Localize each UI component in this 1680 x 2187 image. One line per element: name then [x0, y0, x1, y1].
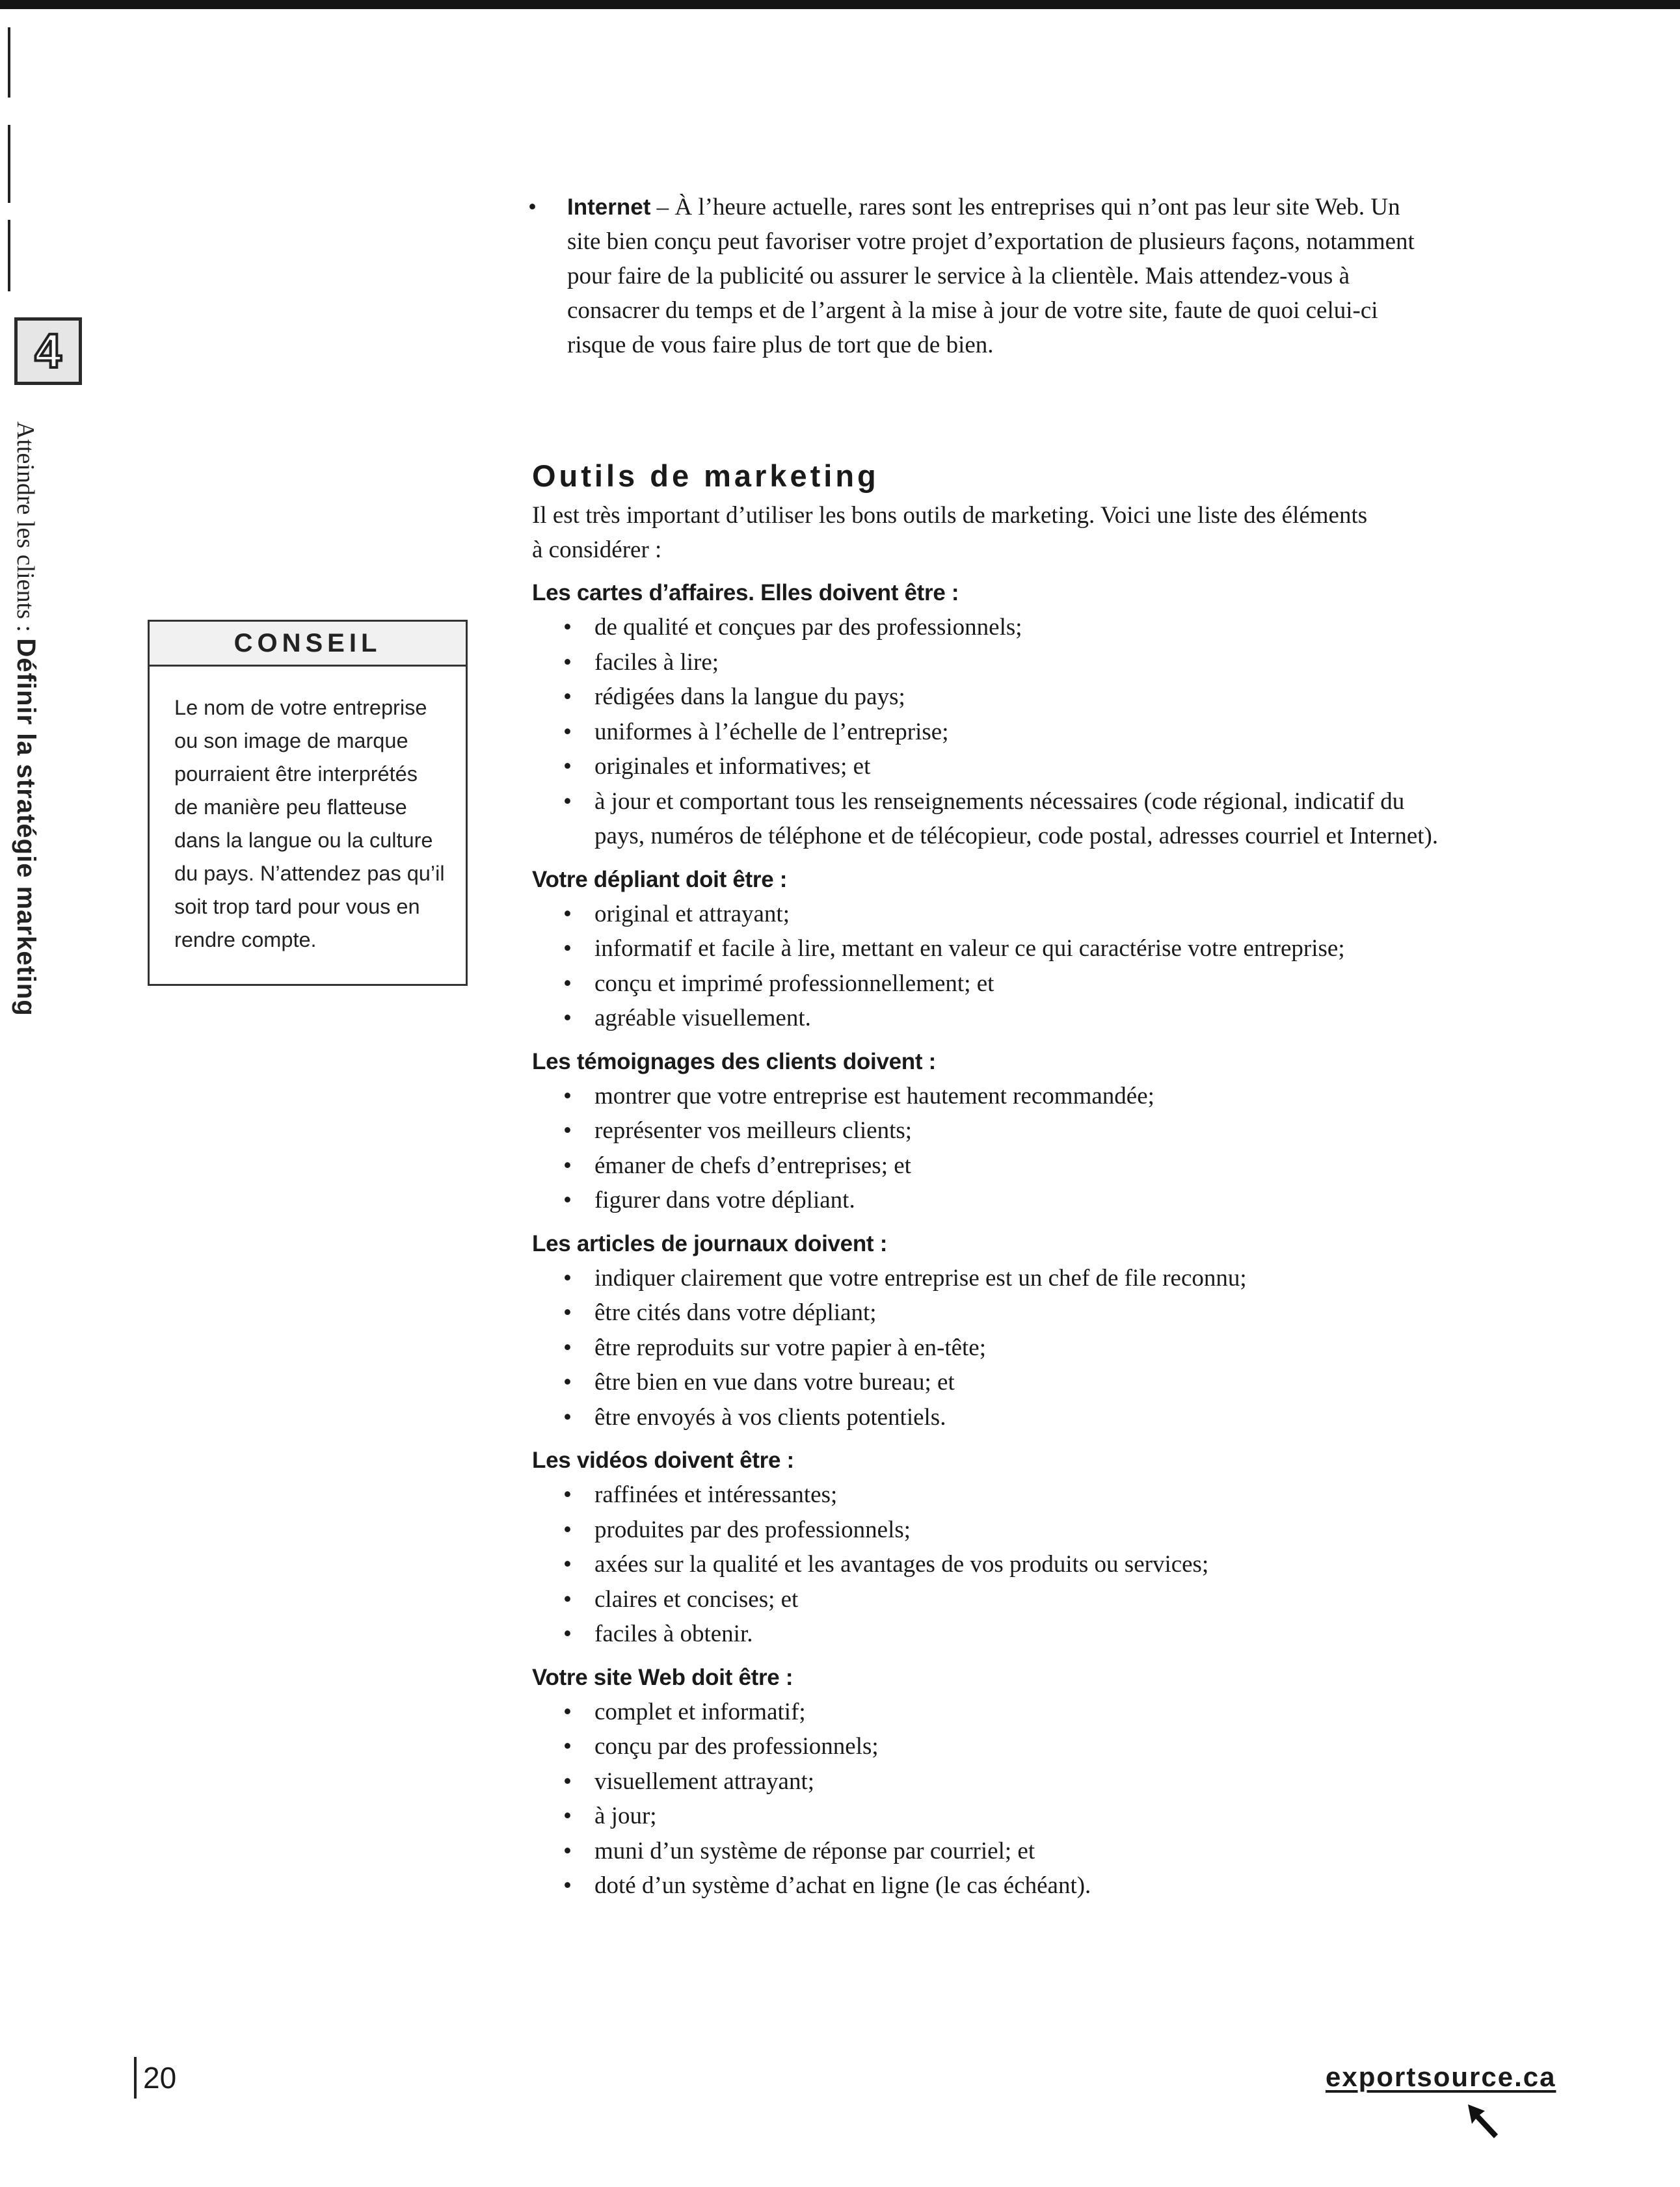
- running-head: [11, 421, 40, 1016]
- list-item-line: informatif et facile à lire, mettant en valeur ce qui caractérise votre entreprise;: [594, 935, 1345, 962]
- list-item: [563, 784, 1534, 854]
- list-item-text: [594, 1113, 912, 1148]
- list-item-line: claires et concises; et: [594, 1585, 799, 1613]
- list-item-text: [594, 1183, 855, 1218]
- list-item-line: agréable visuellement.: [594, 1005, 811, 1031]
- paragraph-line: site bien conçu peut favoriser votre projet d’exportation de plusieurs façons, notamment: [567, 228, 1415, 255]
- tip-line: Le nom de votre entreprise: [174, 696, 427, 719]
- list-item-text: [594, 610, 1022, 645]
- section-title: Outils de marketing: [532, 458, 879, 493]
- tip-line: ou son image de marque: [174, 729, 408, 752]
- list-item-line: être reproduits sur votre papier à en-tête;: [594, 1334, 987, 1361]
- list-item-line: uniformes à l’échelle de l’entreprise;: [594, 718, 949, 745]
- list-item-text: [594, 1295, 877, 1331]
- list-item: [563, 1331, 1534, 1366]
- list-item-line: doté d’un système d’achat en ligne (le cas échéant).: [594, 1872, 1091, 1899]
- list-item: [563, 1547, 1534, 1582]
- group-title: Les articles de journaux doivent :: [532, 1230, 888, 1256]
- group-title: Les témoignages des clients doivent :: [532, 1048, 937, 1074]
- bullet-icon: •: [563, 1872, 572, 1899]
- tip-title: CONSEIL: [150, 622, 466, 667]
- list-item: [563, 680, 1534, 715]
- list-item: [563, 1617, 1534, 1652]
- bullet-icon: •: [563, 1117, 572, 1144]
- bullet-list: [532, 1695, 1534, 1903]
- list-item-line: rédigées dans la langue du pays;: [594, 683, 905, 710]
- bullet-icon: •: [563, 753, 572, 780]
- margin-rule: [8, 125, 10, 203]
- marketing-tool-group: [532, 1045, 1534, 1218]
- list-item-text: [594, 1547, 1208, 1582]
- list-item-text: [594, 1799, 657, 1834]
- paragraph-line: – À l’heure actuelle, rares sont les entreprises qui n’ont pas leur site Web. Un: [650, 194, 1400, 220]
- paragraph-line: à considérer :: [532, 537, 662, 563]
- bullet-icon: •: [563, 970, 572, 997]
- list-item: [563, 1148, 1534, 1184]
- internet-paragraph: [567, 190, 1415, 362]
- list-item: [563, 1183, 1534, 1218]
- bullet-icon: •: [563, 900, 572, 927]
- list-item-text: [594, 1582, 798, 1617]
- list-item-text: [594, 1400, 946, 1435]
- list-item: [563, 931, 1534, 966]
- list-item: [563, 1582, 1534, 1617]
- list-item-text: [594, 1729, 879, 1764]
- tip-line: de manière peu flatteuse: [174, 795, 407, 819]
- list-item: [563, 645, 1534, 680]
- list-item-line: produites par des professionnels;: [594, 1516, 911, 1543]
- chapter-number: 4: [34, 324, 62, 378]
- list-item-line: axées sur la qualité et les avantages de vos produits ou services;: [594, 1551, 1209, 1578]
- list-item-text: [594, 1261, 1247, 1296]
- group-title: Les cartes d’affaires. Elles doivent être :: [532, 580, 959, 605]
- internet-bullet: [528, 190, 1534, 362]
- bullet-list: [532, 1079, 1534, 1218]
- list-item-line: original et attrayant;: [594, 900, 790, 927]
- list-item-line: de qualité et conçues par des professionnels;: [594, 614, 1022, 641]
- bullet-icon: •: [563, 1733, 572, 1760]
- section-intro: [532, 498, 1534, 567]
- list-item-line: complet et informatif;: [594, 1698, 806, 1725]
- list-item-line: pays, numéros de téléphone et de télécopieur, code postal, adresses courriel et Internet).: [594, 823, 1439, 849]
- list-item: [563, 1729, 1534, 1764]
- bullet-icon: •: [563, 788, 572, 815]
- bullet-list: [532, 897, 1534, 1036]
- bullet-icon: •: [563, 1481, 572, 1508]
- list-item-text: [594, 1513, 911, 1548]
- list-item-text: [594, 645, 719, 680]
- tip-line: rendre compte.: [174, 928, 317, 951]
- tip-body: [150, 667, 466, 957]
- arrow-cursor-icon: [1465, 2102, 1504, 2141]
- list-item-text: [594, 784, 1438, 854]
- bullet-icon: •: [528, 194, 537, 220]
- list-item: [563, 715, 1534, 750]
- list-item-text: [594, 1365, 955, 1400]
- list-item: [563, 1400, 1534, 1435]
- list-item: [563, 1001, 1534, 1036]
- bullet-list: [532, 1478, 1534, 1652]
- list-item-line: originales et informatives; et: [594, 753, 871, 780]
- list-item: [563, 1834, 1534, 1869]
- marketing-tool-group: [532, 1444, 1534, 1652]
- list-item: [563, 1695, 1534, 1730]
- list-item: [563, 610, 1534, 645]
- list-item: [563, 1513, 1534, 1548]
- list-item: [563, 1799, 1534, 1834]
- list-item: [563, 1079, 1534, 1114]
- list-item-text: [594, 749, 870, 784]
- list-item-text: [594, 1148, 911, 1184]
- list-item-text: [594, 1079, 1154, 1114]
- bullet-icon: •: [563, 1082, 572, 1109]
- bullet-icon: •: [563, 1334, 572, 1361]
- list-item: [563, 1295, 1534, 1331]
- group-title: Votre dépliant doit être :: [532, 866, 788, 892]
- bullet-icon: •: [563, 1698, 572, 1725]
- list-item-line: montrer que votre entreprise est hautement recommandée;: [594, 1082, 1154, 1109]
- paragraph-line: pour faire de la publicité ou assurer le service à la clientèle. Mais attendez-vous à: [567, 263, 1350, 289]
- group-title: Les vidéos doivent être :: [532, 1448, 794, 1473]
- marketing-tool-group: [532, 863, 1534, 1036]
- list-item: [563, 1365, 1534, 1400]
- tip-line: soit trop tard pour vous en: [174, 895, 420, 918]
- list-item-line: émaner de chefs d’entreprises; et: [594, 1152, 911, 1179]
- list-item-line: muni d’un système de réponse par courriel; et: [594, 1837, 1035, 1864]
- list-item-line: faciles à obtenir.: [594, 1621, 753, 1647]
- list-item-text: [594, 1695, 806, 1730]
- list-item-line: indiquer clairement que votre entreprise est un chef de file reconnu;: [594, 1264, 1247, 1292]
- list-item-text: [594, 1001, 811, 1036]
- list-item: [563, 966, 1534, 1001]
- website-link[interactable]: exportsource.ca: [1326, 2061, 1556, 2092]
- list-item-text: [594, 1478, 837, 1513]
- list-item: [563, 1868, 1534, 1903]
- list-item-text: [594, 680, 905, 715]
- marketing-tool-groups: [532, 576, 1534, 1903]
- margin-rule: [8, 27, 10, 98]
- list-item-text: [594, 966, 994, 1001]
- top-border-rule: [0, 0, 1680, 9]
- bullet-icon: •: [563, 1621, 572, 1647]
- paragraph-line: Il est très important d’utiliser les bons outils de marketing. Voici une liste des éléments: [532, 502, 1368, 529]
- bullet-icon: •: [563, 1005, 572, 1031]
- paragraph-line: risque de vous faire plus de tort que de bien.: [567, 332, 994, 358]
- paragraph-line: consacrer du temps et de l’argent à la mise à jour de votre site, faute de quoi celui-ci: [567, 297, 1378, 324]
- bullet-icon: •: [563, 1768, 572, 1795]
- group-title: Votre site Web doit être :: [532, 1664, 793, 1690]
- list-item-text: [594, 931, 1345, 966]
- margin-rule: [8, 220, 10, 291]
- list-item: [563, 1764, 1534, 1799]
- list-item-line: à jour;: [594, 1803, 657, 1829]
- bullet-list: [532, 1261, 1534, 1435]
- list-item: [563, 1113, 1534, 1148]
- bullet-icon: •: [563, 648, 572, 676]
- list-item-line: à jour et comportant tous les renseignements nécessaires (code régional, indicatif du: [594, 788, 1405, 815]
- list-item-text: [594, 1764, 814, 1799]
- list-item-text: [594, 897, 790, 932]
- internet-term: Internet: [567, 194, 651, 220]
- tip-line: pourraient être interprétés: [174, 762, 418, 786]
- bullet-icon: •: [563, 935, 572, 962]
- list-item-line: raffinées et intéressantes;: [594, 1481, 838, 1508]
- list-item-line: être bien en vue dans votre bureau; et: [594, 1369, 955, 1396]
- bullet-list: [532, 610, 1534, 854]
- marketing-tool-group: [532, 576, 1534, 854]
- tip-line: du pays. N’attendez pas qu’il: [174, 862, 445, 885]
- tip-line: dans la langue ou la culture: [174, 828, 433, 852]
- list-item-line: conçu par des professionnels;: [594, 1733, 879, 1760]
- bullet-icon: •: [563, 614, 572, 641]
- list-item-text: [594, 1617, 753, 1652]
- marketing-tool-group: [532, 1661, 1534, 1903]
- list-item-line: être envoyés à vos clients potentiels.: [594, 1403, 946, 1431]
- list-item-line: faciles à lire;: [594, 648, 719, 676]
- list-item-line: conçu et imprimé professionnellement; et: [594, 970, 994, 997]
- running-head-section: Atteindre les clients :: [12, 421, 39, 639]
- list-item: [563, 749, 1534, 784]
- list-item-line: être cités dans votre dépliant;: [594, 1299, 877, 1326]
- bullet-icon: •: [563, 1551, 572, 1578]
- list-item-line: représenter vos meilleurs clients;: [594, 1117, 913, 1144]
- bullet-icon: •: [563, 1585, 572, 1613]
- bullet-icon: •: [563, 1187, 572, 1213]
- bullet-icon: •: [563, 1152, 572, 1179]
- bullet-icon: •: [563, 1264, 572, 1292]
- bullet-icon: •: [563, 1837, 572, 1864]
- bullet-icon: •: [563, 718, 572, 745]
- list-item-text: [594, 1834, 1035, 1869]
- list-item-text: [594, 1868, 1091, 1903]
- bullet-icon: •: [563, 1403, 572, 1431]
- bullet-icon: •: [563, 1803, 572, 1829]
- list-item-text: [594, 1331, 986, 1366]
- list-item: [563, 1261, 1534, 1296]
- bullet-icon: •: [563, 683, 572, 710]
- list-item-text: [594, 715, 948, 750]
- list-item-line: visuellement attrayant;: [594, 1768, 815, 1795]
- list-item: [563, 1478, 1534, 1513]
- main-content: [528, 190, 1534, 1903]
- list-item: [563, 897, 1534, 932]
- tip-box: [148, 620, 468, 986]
- bullet-icon: •: [563, 1299, 572, 1326]
- list-item-line: figurer dans votre dépliant.: [594, 1187, 855, 1213]
- bullet-icon: •: [563, 1516, 572, 1543]
- running-head-chapter-title: Définir la stratégie marketing: [12, 638, 40, 1016]
- bullet-icon: •: [563, 1369, 572, 1396]
- marketing-tool-group: [532, 1227, 1534, 1435]
- page-number: 20: [134, 2057, 176, 2099]
- chapter-badge: [14, 317, 82, 385]
